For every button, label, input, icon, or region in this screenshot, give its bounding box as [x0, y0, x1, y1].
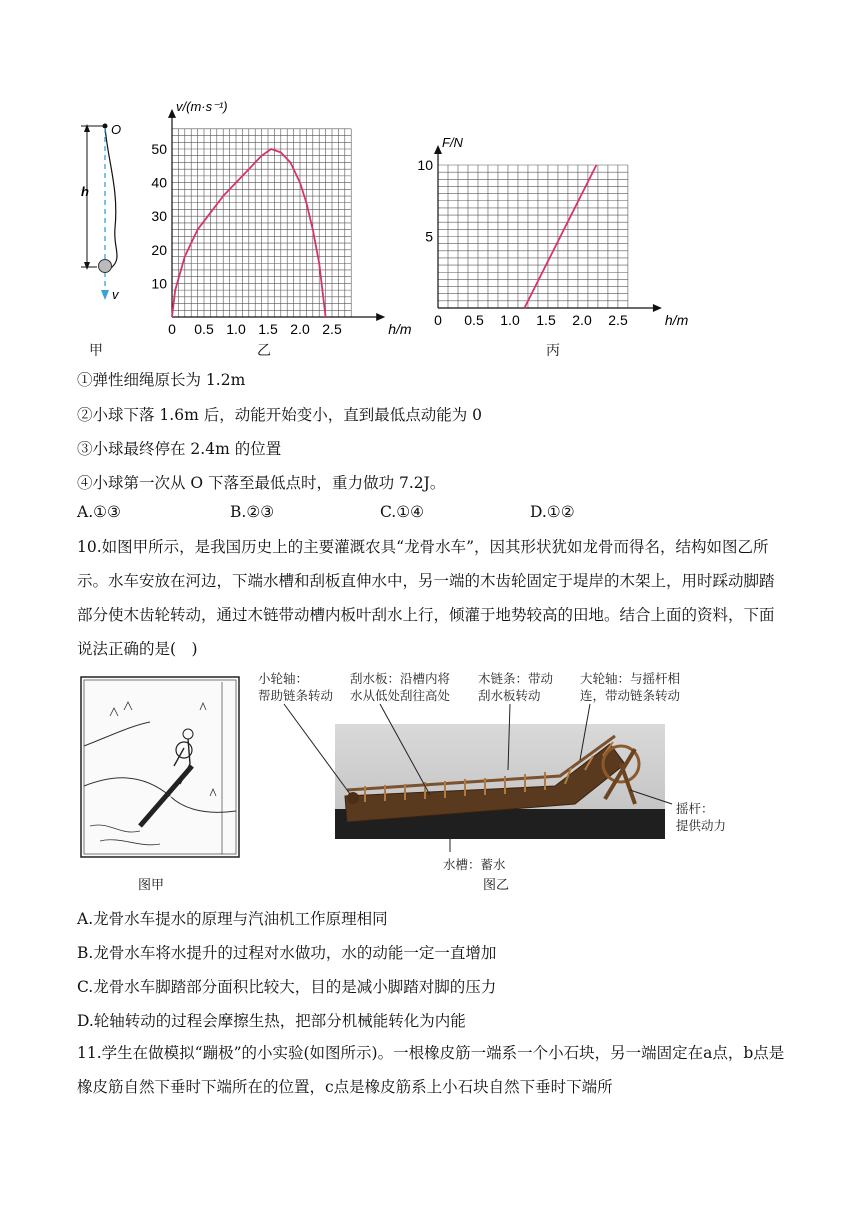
chart-velocity-height — [140, 98, 412, 350]
v-arrow-icon — [101, 290, 109, 300]
figure-waterwheel-sketch — [80, 676, 240, 858]
q9-option-a[interactable]: A.①③ — [77, 503, 121, 521]
x-axis-label: h/m — [388, 321, 412, 337]
x-tick-label: 1.0 — [226, 321, 246, 337]
caption-fig-jia: 图甲 — [138, 878, 165, 893]
y-tick-label: 30 — [151, 208, 167, 225]
q9-option-d[interactable]: D.①② — [530, 503, 575, 521]
annotation-crank: 摇杆： 提供动力 — [676, 801, 727, 833]
statement-2: ②小球下落 1.6m 后，动能开始变小，直到最低点动能为 0 — [77, 406, 482, 424]
x-tick-label: 2.0 — [290, 321, 310, 337]
y-tick-label: 50 — [151, 141, 167, 157]
annotation-trough: 水槽：蓄水 — [443, 857, 506, 872]
elastic-rope — [105, 126, 117, 268]
label-o: O — [111, 122, 122, 137]
statement-1: ①弹性细绳原长为 1.2m — [77, 371, 246, 389]
q10-option-a[interactable]: A.龙骨水车提水的原理与汽油机工作原理相同 — [77, 910, 388, 928]
figure-jia — [75, 118, 135, 358]
y-tick-label: 10 — [417, 157, 433, 173]
statement-3: ③小球最终停在 2.4m 的位置 — [77, 440, 282, 458]
q10-option-d[interactable]: D.轮轴转动的过程会摩擦生热，把部分机械能转化为内能 — [77, 1012, 466, 1030]
x-tick-label: 1.0 — [500, 312, 520, 328]
caption-fig-yi: 图乙 — [483, 878, 510, 893]
y-tick-label: 5 — [425, 228, 433, 245]
x-tick-label: 0.5 — [464, 312, 484, 328]
y-tick-label: 10 — [151, 275, 167, 292]
x-tick-label: 0 — [168, 321, 176, 337]
caption-bing: 丙 — [546, 343, 560, 359]
x-axis-label: h/m — [664, 312, 689, 328]
q9-option-b[interactable]: B.②③ — [230, 503, 275, 521]
label-v: v — [112, 287, 119, 302]
y-axis-label: F/N — [442, 135, 463, 150]
statement-4: ④小球第一次从 O 下落至最低点时，重力做功 7.2J。 — [77, 474, 446, 492]
annotation-small-axle: 小轮轴： 帮助链条转动 — [258, 671, 334, 703]
chart-force-height — [405, 118, 695, 350]
y-tick-label: 20 — [151, 241, 167, 258]
x-tick-label: 2.0 — [572, 312, 592, 328]
annotation-scraper: 刮水板：沿槽内将 水从低处刮往高处 — [350, 671, 451, 703]
label-h: h — [81, 184, 89, 199]
annotation-big-axle: 大轮轴：与摇杆相 连，带动链条转动 — [580, 671, 681, 703]
x-tick-label: 0 — [434, 312, 442, 328]
x-tick-label: 1.5 — [258, 321, 278, 337]
ball — [99, 260, 112, 273]
x-tick-label: 0.5 — [194, 321, 214, 337]
q10-option-c[interactable]: C.龙骨水车脚踏部分面积比较大，目的是减小脚踏对脚的压力 — [77, 978, 497, 996]
x-axis-arrow-icon — [653, 304, 662, 312]
x-tick-label: 1.5 — [536, 312, 556, 328]
q10-stem: 10.如图甲所示，是我国历史上的主要灌溉农具“龙骨水车”，因其形状犹如龙骨而得名，结构如图乙所示。水车安放在河边，下端水槽和刮板直伸水中，另一端的木齿轮固定于堤岸的木架上，用时踩动脚踏部分使木齿轮转动，通过木链带动槽内板叶刮水上行，倾灌于地势较高的田地。结合上面的资料，下面说法正确的是( ) — [77, 538, 775, 658]
x-tick-label: 2.5 — [322, 321, 342, 337]
caption-jia: 甲 — [89, 343, 103, 359]
q11-stem: 11.学生在做模拟“蹦极”的小实验(如图所示)。一根橡皮筋一端系一个小石块，另一端固定在a点，b点是橡皮筋自然下垂时下端所在的位置，c点是橡皮筋系上小石块自然下垂时下端所 — [77, 1044, 785, 1096]
y-axis-arrow-icon — [434, 145, 442, 154]
q9-option-c[interactable]: C.①④ — [380, 503, 425, 521]
annotation-leader-lines — [250, 700, 690, 860]
q10-option-b[interactable]: B.龙骨水车将水提升的过程对水做功，水的动能一定一直增加 — [77, 944, 497, 962]
y-axis-label: v/(m·s⁻¹) — [176, 98, 228, 114]
caption-yi: 乙 — [257, 343, 271, 359]
y-axis-arrow-icon — [168, 109, 176, 118]
x-axis-arrow-icon — [376, 313, 385, 321]
x-tick-label: 2.5 — [608, 312, 628, 328]
annotation-chain: 木链条：带动 刮水板转动 — [478, 671, 554, 703]
y-tick-label: 40 — [151, 174, 167, 191]
